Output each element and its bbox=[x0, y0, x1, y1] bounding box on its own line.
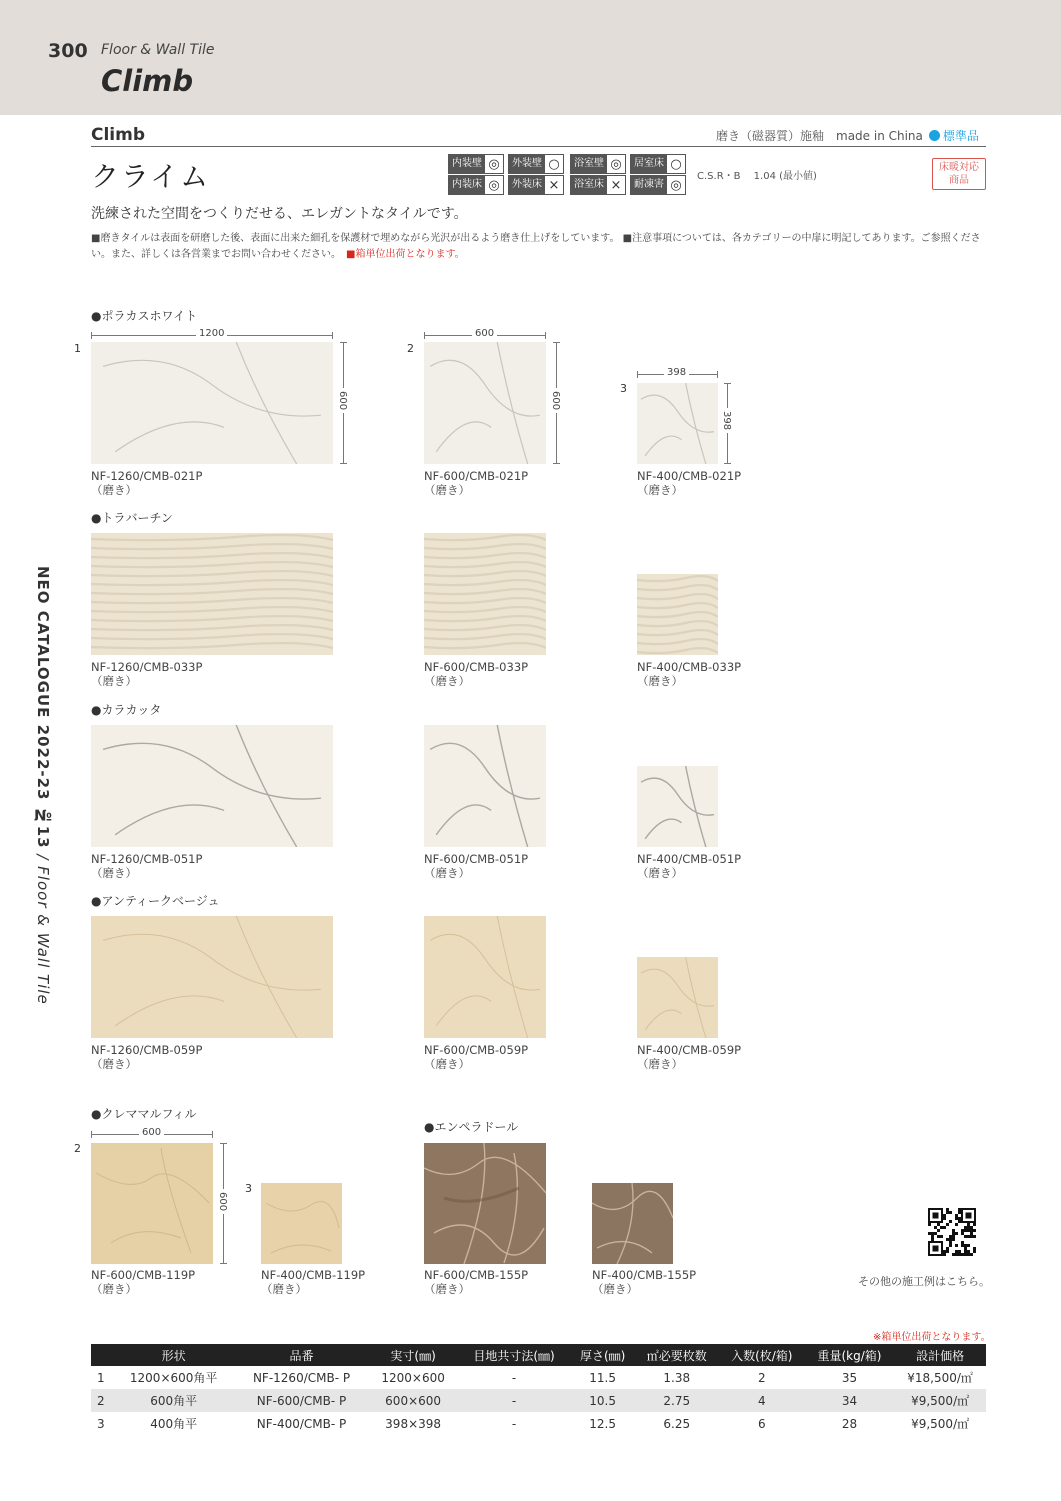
usage-symbol: × bbox=[548, 177, 560, 193]
color-name: ●トラバーチン bbox=[91, 511, 173, 525]
product-code bbox=[91, 852, 202, 880]
finish-text: 磨き（磁器質）施釉 made in China bbox=[716, 129, 923, 143]
page-number: 300 bbox=[48, 40, 88, 62]
finish-label: （磨き） bbox=[637, 483, 683, 497]
finish-label: （磨き） bbox=[637, 866, 683, 880]
product-name-ja: クライム bbox=[91, 160, 211, 193]
usage-label: 耐凍害 bbox=[631, 176, 667, 194]
usage-cell bbox=[448, 175, 504, 195]
code-text: NF-400/CMB-051P bbox=[637, 852, 742, 866]
finish-label: （磨き） bbox=[91, 866, 137, 880]
catalogue-name: NEO CATALOGUE 2022-23 №13 bbox=[34, 566, 52, 849]
product-code bbox=[424, 1043, 528, 1071]
code-emperador-400 bbox=[592, 1268, 696, 1296]
product-code bbox=[637, 660, 741, 688]
table-header-cell: ㎡必要枚数 bbox=[635, 1344, 719, 1366]
table-header-cell: 重量(kg/箱) bbox=[805, 1344, 894, 1366]
table-cell: 1200×600 bbox=[381, 1370, 445, 1385]
table-row bbox=[91, 1412, 986, 1435]
table-cell: NF-400/CMB- P bbox=[256, 1416, 347, 1431]
size-number-3: 3 bbox=[620, 382, 627, 395]
color-name-emperador: ●エンペラドール bbox=[424, 1120, 519, 1134]
usage-symbol: ◎ bbox=[488, 177, 500, 193]
table-cell: - bbox=[511, 1416, 517, 1431]
table-note: ※箱単位出荷となります。 bbox=[873, 1332, 991, 1343]
table-cell: 11.5 bbox=[589, 1370, 616, 1385]
product-code bbox=[424, 469, 528, 497]
finish-info bbox=[716, 127, 979, 144]
badge-line-1: 床暖対応 bbox=[939, 162, 979, 173]
standard-label: 標準品 bbox=[942, 129, 979, 143]
table-cell: 2 bbox=[91, 1389, 113, 1412]
usage-cell bbox=[508, 154, 564, 174]
divider bbox=[91, 146, 986, 147]
dim-600v-b: 600 bbox=[550, 388, 561, 413]
usage-cell bbox=[508, 175, 564, 195]
table-header-cell: 入数(枚/箱) bbox=[719, 1344, 805, 1366]
product-code bbox=[637, 1043, 741, 1071]
table-cell: 10.5 bbox=[571, 1389, 635, 1412]
table-cell: ¥9,500/㎡ bbox=[894, 1389, 986, 1412]
code-text: NF-400/CMB-033P bbox=[637, 660, 742, 674]
tile-swatch bbox=[637, 957, 718, 1038]
csr-value: C.S.R・B 1.04 (最小値) bbox=[697, 171, 817, 182]
tile-emperador-600 bbox=[424, 1143, 546, 1264]
table-cell: 600×600 bbox=[369, 1389, 458, 1412]
code-text: NF-600/CMB-051P bbox=[424, 852, 529, 866]
dim-600v-c: 600 bbox=[217, 1189, 228, 1214]
table-cell: NF-1260/CMB- P bbox=[252, 1370, 351, 1385]
tagline: 洗練された空間をつくりだせる、エレガントなタイルです。 bbox=[91, 206, 468, 222]
finish-label: （磨き） bbox=[592, 1282, 638, 1296]
code-text: NF-400/CMB-155P bbox=[592, 1268, 697, 1282]
size-number-1: 1 bbox=[74, 342, 81, 355]
category-label: Floor & Wall Tile bbox=[101, 42, 215, 58]
badge-line-2: 商品 bbox=[949, 175, 969, 186]
table-cell: 1.38 bbox=[663, 1370, 691, 1385]
table-cell: 600角平 bbox=[113, 1389, 234, 1412]
tile-swatch bbox=[91, 342, 333, 464]
product-code bbox=[91, 469, 202, 497]
finish-label: （磨き） bbox=[424, 1282, 470, 1296]
product-code bbox=[637, 469, 741, 497]
table-header-cell bbox=[91, 1344, 113, 1366]
table-row bbox=[91, 1366, 986, 1389]
dim-600h-c: 600 bbox=[139, 1127, 164, 1138]
code-text: NF-400/CMB-021P bbox=[637, 469, 742, 483]
table-header-cell: 目地共寸法(㎜) bbox=[458, 1344, 571, 1366]
finish-label: （磨き） bbox=[91, 1282, 137, 1296]
note-main: ■磨きタイルは表面を研磨した後、表面に出来た細孔を保護材で埋めながら光沢が出るよう磨き仕上げをしています。 ■注意事項については、各カテゴリーの中扉に明記してあります。ご参照ください。また、詳しくは各営業までお問い合わせください。 bbox=[91, 233, 981, 260]
finish-label: （磨き） bbox=[91, 1057, 137, 1071]
finish-label: （磨き） bbox=[637, 674, 683, 688]
table-header-cell: 設計価格 bbox=[894, 1344, 986, 1366]
table-cell: 28 bbox=[841, 1416, 858, 1431]
product-code bbox=[424, 660, 528, 688]
code-text: NF-1260/CMB-059P bbox=[91, 1043, 203, 1057]
table-cell: 400角平 bbox=[150, 1417, 198, 1431]
spec-table bbox=[91, 1344, 986, 1435]
finish-label: （磨き） bbox=[424, 674, 470, 688]
table-cell: ¥9,500/㎡ bbox=[911, 1417, 970, 1431]
table-cell: 35 bbox=[841, 1370, 858, 1385]
table-header-cell: 形状 bbox=[113, 1344, 234, 1366]
table-header-cell: 実寸(㎜) bbox=[369, 1344, 458, 1366]
tile-crema-600 bbox=[91, 1143, 213, 1264]
table-cell: 1200×600角平 bbox=[129, 1371, 218, 1385]
usage-cell bbox=[630, 175, 686, 195]
usage-label: 浴室壁 bbox=[571, 155, 607, 173]
table-cell: ¥18,500/㎡ bbox=[907, 1371, 973, 1385]
dim-600h-a: 600 bbox=[472, 328, 497, 339]
table-row bbox=[91, 1389, 986, 1412]
usage-label: 浴室床 bbox=[571, 176, 607, 194]
code-emperador-600 bbox=[424, 1268, 528, 1296]
usage-cell bbox=[448, 154, 504, 174]
finish-label: （磨き） bbox=[261, 1282, 307, 1296]
color-name: ●ポラカスホワイト bbox=[91, 309, 198, 323]
usage-label: 内装床 bbox=[449, 176, 485, 194]
note-red: ■箱単位出荷となります。 bbox=[346, 249, 465, 260]
table-cell: 34 bbox=[805, 1389, 894, 1412]
tile-swatch bbox=[91, 916, 333, 1038]
code-text: NF-600/CMB-155P bbox=[424, 1268, 529, 1282]
table-cell: 6 bbox=[757, 1416, 766, 1431]
section-name: / Floor & Wall Tile bbox=[34, 848, 52, 1005]
size-number-2: 2 bbox=[407, 342, 414, 355]
tile-swatch bbox=[637, 574, 718, 655]
finish-label: （磨き） bbox=[424, 483, 470, 497]
tile-swatch bbox=[91, 533, 333, 655]
size-number-3b: 3 bbox=[245, 1182, 252, 1195]
finish-label: （磨き） bbox=[91, 483, 137, 497]
usage-symbol: ◎ bbox=[670, 177, 682, 193]
usage-label: 内装壁 bbox=[449, 155, 485, 173]
code-text: NF-1260/CMB-051P bbox=[91, 852, 203, 866]
tile-swatch bbox=[424, 725, 546, 847]
tile-swatch bbox=[91, 725, 333, 847]
standard-dot-icon bbox=[929, 130, 940, 141]
qr-code-icon[interactable] bbox=[928, 1208, 976, 1256]
finish-label: （磨き） bbox=[424, 1057, 470, 1071]
table-cell: 398×398 bbox=[385, 1416, 442, 1431]
qr-caption: その他の施工例はこちら。 bbox=[858, 1275, 990, 1288]
usage-label: 外装壁 bbox=[509, 155, 545, 173]
color-name-crema: ●クレママルフィル bbox=[91, 1107, 197, 1121]
finish-label: （磨き） bbox=[424, 866, 470, 880]
usage-cell bbox=[570, 154, 626, 174]
product-code bbox=[91, 660, 202, 688]
usage-symbol: ○ bbox=[670, 156, 682, 172]
floor-heating-badge bbox=[932, 158, 986, 190]
tile-emperador-400 bbox=[592, 1183, 673, 1264]
table-cell: 3 bbox=[97, 1416, 105, 1431]
dim-398v: 398 bbox=[721, 408, 732, 433]
side-catalogue-label bbox=[28, 566, 52, 1005]
product-code bbox=[91, 1043, 202, 1071]
tile-swatch bbox=[424, 916, 546, 1038]
usage-symbol: × bbox=[610, 177, 622, 193]
tile-swatch bbox=[637, 766, 718, 847]
usage-cell bbox=[570, 175, 626, 195]
dim-600v-a: 600 bbox=[337, 388, 348, 413]
tile-swatch bbox=[637, 383, 718, 464]
tile-crema-400 bbox=[261, 1183, 342, 1264]
color-name: ●カラカッタ bbox=[91, 703, 162, 717]
code-text: NF-600/CMB-059P bbox=[424, 1043, 529, 1057]
table-cell: - bbox=[511, 1370, 517, 1385]
table-cell: 2 bbox=[757, 1370, 766, 1385]
code-crema-600 bbox=[91, 1268, 195, 1296]
table-cell: 1 bbox=[97, 1370, 105, 1385]
notes bbox=[91, 231, 991, 263]
table-cell: 6.25 bbox=[663, 1416, 691, 1431]
usage-label: 外装床 bbox=[509, 176, 545, 194]
tile-swatch bbox=[424, 533, 546, 655]
usage-symbol: ○ bbox=[548, 156, 560, 172]
code-text: NF-600/CMB-033P bbox=[424, 660, 529, 674]
code-text: NF-1260/CMB-033P bbox=[91, 660, 203, 674]
series-title: Climb bbox=[101, 64, 194, 98]
product-code bbox=[637, 852, 741, 880]
dim-1200: 1200 bbox=[196, 328, 227, 339]
product-code bbox=[424, 852, 528, 880]
finish-label: （磨き） bbox=[637, 1057, 683, 1071]
table-header-row bbox=[91, 1344, 986, 1366]
table-cell: 4 bbox=[719, 1389, 805, 1412]
size-number-2b: 2 bbox=[74, 1142, 81, 1155]
tile-swatch bbox=[424, 342, 546, 464]
table-header-cell: 厚さ(㎜) bbox=[571, 1344, 635, 1366]
usage-symbol: ◎ bbox=[610, 156, 622, 172]
product-name-en: Climb bbox=[91, 125, 146, 145]
code-text: NF-400/CMB-059P bbox=[637, 1043, 742, 1057]
code-crema-400 bbox=[261, 1268, 365, 1296]
finish-label: （磨き） bbox=[91, 674, 137, 688]
table-cell: 12.5 bbox=[589, 1416, 616, 1431]
usage-symbol: ◎ bbox=[488, 156, 500, 172]
dim-398h: 398 bbox=[664, 367, 689, 378]
code-text: NF-1260/CMB-021P bbox=[91, 469, 203, 483]
code-text: NF-600/CMB-021P bbox=[424, 469, 529, 483]
table-cell: 2.75 bbox=[635, 1389, 719, 1412]
code-text: NF-400/CMB-119P bbox=[261, 1268, 366, 1282]
usage-label: 居室床 bbox=[631, 155, 667, 173]
code-text: NF-600/CMB-119P bbox=[91, 1268, 196, 1282]
usage-cell bbox=[630, 154, 686, 174]
color-name: ●アンティークベージュ bbox=[91, 894, 220, 908]
table-cell: - bbox=[458, 1389, 571, 1412]
table-cell: NF-600/CMB- P bbox=[234, 1389, 368, 1412]
table-header-cell: 品番 bbox=[234, 1344, 368, 1366]
